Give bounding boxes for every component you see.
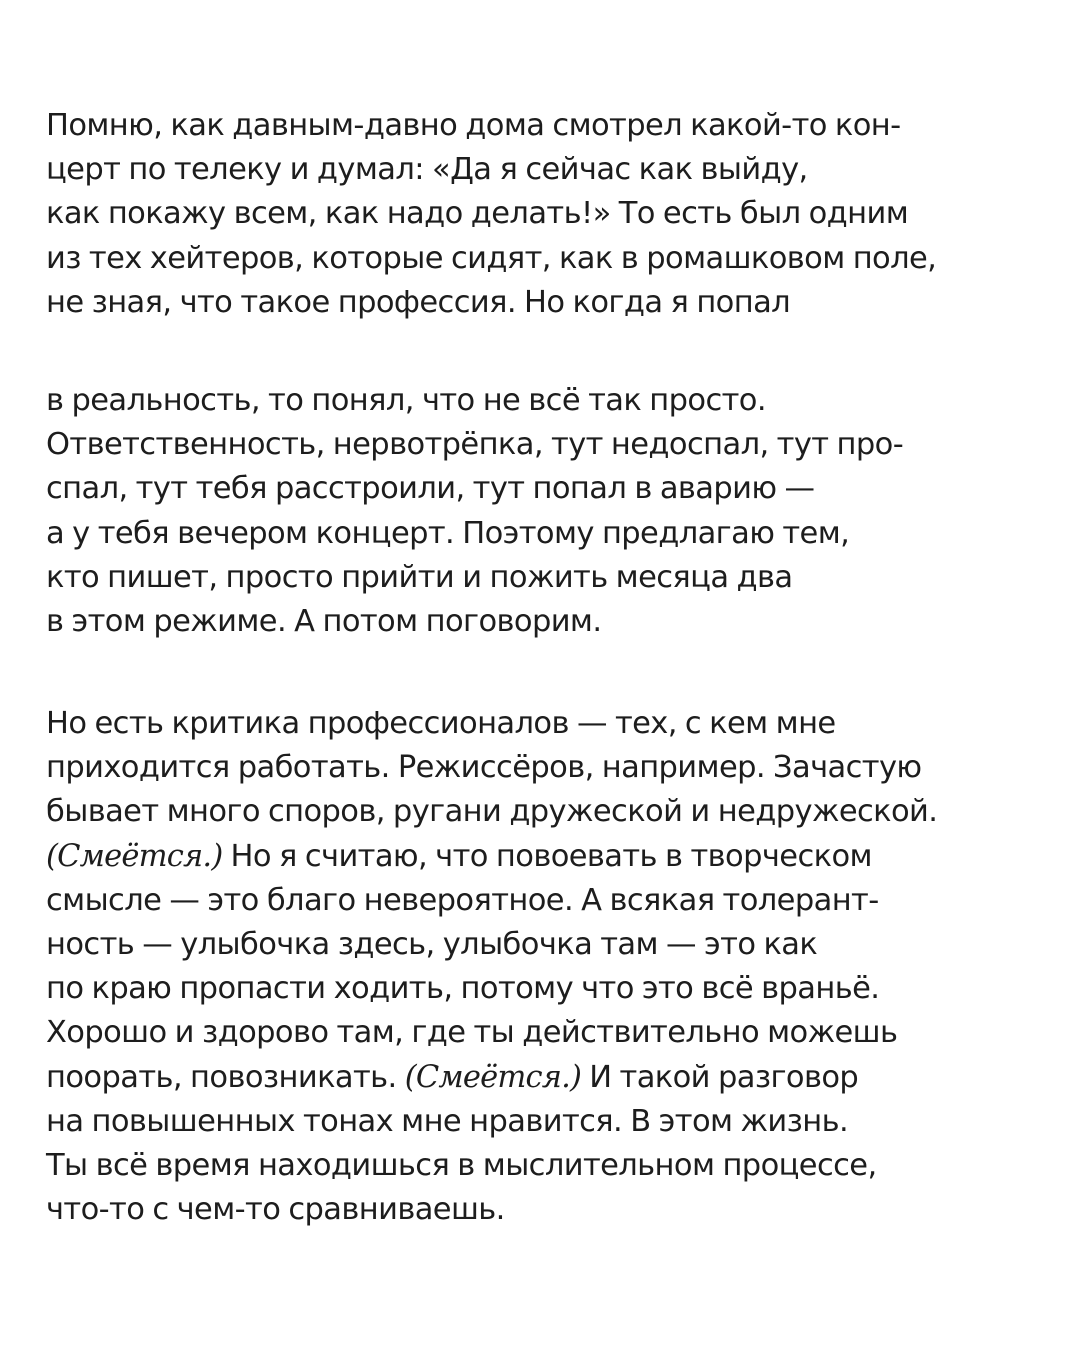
text-line: в реальность, то понял, что не всё так просто. — [46, 382, 766, 418]
text-line: как покажу всем, как надо делать!» То есть был одним — [46, 196, 909, 232]
text-line: приходится работать. Режиссёров, например. Зачастую — [46, 750, 922, 786]
text-line: кто пишет, просто прийти и пожить месяца два — [46, 559, 793, 595]
text-line — [46, 835, 1056, 879]
text-line: Ты всё время находишься в мыслительном процессе, — [46, 1147, 877, 1183]
text-line: не зная, что такое профессия. Но когда я попал — [46, 284, 791, 320]
text-line: Хорошо и здорово там, где ты действительно можешь — [46, 1015, 898, 1051]
stage-direction: (Смеётся.) — [46, 838, 223, 874]
text-line: бывает много споров, ругани дружеской и недружеской. — [46, 794, 938, 830]
text-line: что-то с чем-то сравниваешь. — [46, 1192, 505, 1228]
text-line: смысле — это благо невероятное. А всякая толерант- — [46, 882, 879, 918]
text-line: спал, тут тебя расстроили, тут попал в аварию — — [46, 471, 815, 507]
text-line: церт по телеку и думал: «Да я сейчас как выйду, — [46, 152, 808, 188]
text-line: Но есть критика профессионалов — тех, с кем мне — [46, 706, 836, 742]
text-line: ность — улыбочка здесь, улыбочка там — это как — [46, 927, 818, 962]
text-line: из тех хейтеров, которые сидят, как в ромашковом поле, — [46, 240, 937, 276]
text-run: поорать, повозникать. — [46, 1059, 405, 1095]
text-line: на повышенных тонах мне нравится. В этом жизнь. — [46, 1103, 849, 1139]
stage-direction: (Смеётся.) — [404, 1059, 582, 1095]
paragraph-2 — [46, 379, 1056, 644]
text-line: в этом режиме. А потом поговорим. — [46, 603, 602, 639]
text-run: Но я считаю, что повоевать в творческом — [222, 838, 872, 874]
text-line: а у тебя вечером концерт. Поэтому предлагаю тем, — [46, 515, 850, 551]
text-line — [46, 1056, 1056, 1100]
text-line: по краю пропасти ходить, потому что это всё враньё. — [46, 971, 880, 1007]
paragraph-spacer — [46, 644, 1056, 702]
text-line: Помню, как давным-давно дома смотрел какой-то кон- — [46, 108, 901, 143]
paragraph-spacer — [46, 325, 1056, 379]
article-text — [46, 104, 1056, 1232]
text-line: Ответственность, нервотрёпка, тут недоспал, тут про- — [46, 427, 904, 463]
paragraph-3 — [46, 702, 1056, 1232]
text-run: И такой разговор — [581, 1059, 859, 1095]
paragraph-1 — [46, 104, 1056, 325]
